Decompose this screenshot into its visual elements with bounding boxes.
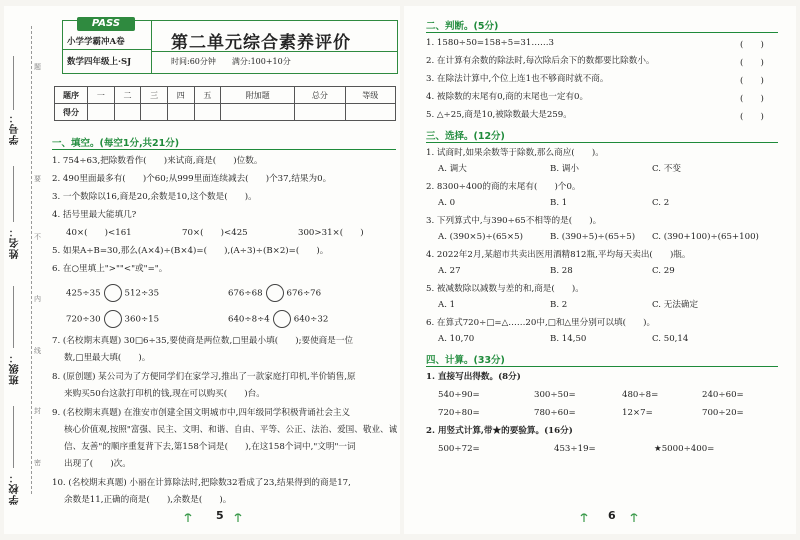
class-line: [13, 286, 14, 348]
choice-option[interactable]: B. 1: [550, 198, 568, 208]
score-cell[interactable]: [141, 104, 168, 121]
choice-question: 6. 在算式720÷□=△……20中,□和△里分别可以填( )。: [426, 318, 656, 328]
seal-char: 题: [34, 63, 41, 71]
table-cell: 附加题: [221, 87, 295, 104]
score-cell[interactable]: [295, 104, 345, 121]
choice-option[interactable]: B. 14,50: [550, 334, 587, 344]
calc-subtitle: 1. 直接写出得数。(8分): [426, 372, 521, 382]
answer-circle[interactable]: [104, 284, 122, 302]
student-id-label: 学号：: [10, 112, 21, 145]
compare-left: 676÷68: [228, 288, 263, 299]
page-number: 5: [216, 509, 224, 522]
choice-option[interactable]: B. 28: [550, 266, 573, 276]
question-2: 2. 490里面最多有( )个60;从999里面连续减去( )个37,结果为0。: [52, 174, 332, 184]
calc-subtitle: 2. 用竖式计算,带★的要验算。(16分): [426, 426, 573, 436]
section-title-judge: 二、判断。(5分): [426, 21, 499, 32]
score-cell[interactable]: [167, 104, 194, 121]
table-cell: 总分: [295, 87, 345, 104]
seal-char: 密: [34, 459, 41, 467]
calc-item: 540÷90=: [438, 390, 480, 400]
table-cell: 二: [114, 87, 141, 104]
score-cell[interactable]: [114, 104, 141, 121]
seal-char: 内: [34, 295, 41, 303]
choice-question: 2. 8300÷400的商的末尾有( )个0。: [426, 182, 581, 192]
question-10: 10. (名校期末真题) 小丽在计算除法时,把除数32看成了23,结果得到的商是17,: [52, 478, 351, 488]
binding-strip: [4, 6, 40, 534]
judge-answer[interactable]: ( ): [740, 76, 764, 86]
table-cell: 三: [141, 87, 168, 104]
compare-item: [66, 310, 159, 328]
seal-char: 封: [34, 407, 41, 415]
judge-answer[interactable]: ( ): [740, 112, 764, 122]
question-6: 6. 在○里填上">""<"或"="。: [52, 264, 168, 274]
calc-item: 480÷8=: [622, 390, 659, 400]
table-cell: 五: [194, 87, 221, 104]
judge-item: 1. 1580÷50=158÷5=31……3: [426, 38, 554, 48]
score-cell[interactable]: [88, 104, 115, 121]
choice-question: 1. 试商时,如果余数等于除数,那么商应( )。: [426, 148, 604, 158]
choice-option[interactable]: A. (390×5)÷(65×5): [438, 232, 523, 242]
section-title-calc: 四、计算。(33分): [426, 355, 505, 366]
judge-answer[interactable]: ( ): [740, 94, 764, 104]
judge-answer[interactable]: ( ): [740, 58, 764, 68]
choice-option[interactable]: A. 10,70: [438, 334, 475, 344]
exam-meta: 时间:60分钟 满分:100+10分: [171, 57, 291, 66]
compare-right: 512÷35: [124, 288, 160, 299]
exam-header: [62, 20, 398, 74]
question-8-cont: 来购买50台这款打印机的钱,现在可以购买( )台。: [64, 389, 265, 399]
compare-item: [66, 284, 159, 302]
table-cell: 四: [167, 87, 194, 104]
compare-item: [228, 310, 328, 328]
student-id-line: [13, 56, 14, 110]
divider: [52, 149, 396, 150]
grade-label: 数学四年级上·SJ: [67, 57, 132, 67]
choice-option[interactable]: C. 不变: [652, 164, 681, 174]
choice-question: 3. 下列算式中,与390÷65不相等的是( )。: [426, 216, 602, 226]
score-table: [54, 86, 396, 121]
table-cell: 得分: [55, 104, 88, 121]
seal-char: 线: [34, 347, 41, 355]
question-8: 8. (原创题) 某公司为了方便同学们在家学习,推出了一款家庭打印机,半价销售,原: [52, 372, 356, 382]
question-9-cont: 出现了( )次。: [64, 459, 131, 469]
calc-item: 700÷20=: [702, 408, 744, 418]
choice-question: 4. 2022年2月,某超市共卖出医用酒精812瓶,平均每天卖出( )瓶。: [426, 250, 691, 260]
brand-box: [63, 18, 152, 73]
class-label: 班级：: [10, 352, 21, 385]
table-row: [55, 87, 396, 104]
question-7: 7. (名校期末真题) 30□6÷35,要使商是两位数,□里最小填( );要使商是一位: [52, 336, 354, 346]
score-cell[interactable]: [194, 104, 221, 121]
pass-logo: PASS: [77, 17, 135, 31]
judge-item: 4. 被除数的末尾有0,商的末尾也一定有0。: [426, 92, 589, 102]
seal-char: 不: [34, 233, 41, 241]
calc-item: 453÷19=: [554, 444, 596, 454]
compare-item: [228, 284, 321, 302]
compare-left: 425÷35: [66, 288, 101, 299]
series-name: 小学学霸冲A卷: [67, 37, 125, 47]
divider: [152, 51, 397, 52]
divider: [426, 366, 778, 367]
choice-option[interactable]: A. 1: [438, 300, 456, 310]
answer-circle[interactable]: [273, 310, 291, 328]
question-9-cont: 信、友善"的顺序重复背下去,第158个词是( ),在这158个词中,"文明"一词: [64, 442, 356, 452]
left-page: [4, 6, 400, 534]
answer-circle[interactable]: [266, 284, 284, 302]
score-cell[interactable]: [345, 104, 395, 121]
cut-line: [31, 26, 32, 494]
question-4-item: 300>31×( ): [298, 228, 364, 238]
section-title-choice: 三、选择。(12分): [426, 131, 505, 142]
question-7-cont: 数,□里最大填( )。: [64, 353, 151, 363]
exam-title: 第二单元综合素养评价: [171, 33, 351, 53]
calc-item: 12×7=: [622, 408, 653, 418]
school-label: 学校：: [10, 472, 21, 505]
question-1: 1. 754÷63,把除数看作( )来试商,商是( )位数。: [52, 156, 263, 166]
section-title-fill: 一、填空。(每空1分,共21分): [52, 138, 180, 149]
judge-item: 5. △÷25,商是10,被除数最大是259。: [426, 110, 572, 120]
choice-question: 5. 被减数除以减数与差的和,商是( )。: [426, 284, 584, 294]
calc-item: 780÷60=: [534, 408, 576, 418]
table-cell: 题序: [55, 87, 88, 104]
page-number: 6: [608, 509, 616, 522]
choice-option[interactable]: C. 无法确定: [652, 300, 699, 310]
compare-left: 640÷8÷4: [228, 314, 270, 325]
name-label: 姓名：: [10, 226, 21, 259]
score-cell[interactable]: [221, 104, 295, 121]
calc-item: ★5000÷400=: [654, 444, 715, 454]
choice-option[interactable]: C. 2: [652, 198, 670, 208]
table-cell: 一: [88, 87, 115, 104]
choice-option[interactable]: B. 2: [550, 300, 568, 310]
question-9: 9. (名校期末真题) 在淮安市创建全国文明城市中,四年级同学积极背诵社会主义: [52, 408, 351, 418]
right-page: [404, 6, 796, 534]
divider: [426, 142, 778, 143]
seal-char: 要: [34, 175, 41, 183]
judge-item: 2. 在计算有余数的除法时,每次除后余下的数都要比除数小。: [426, 56, 655, 66]
question-4-item: 70×( )<425: [182, 228, 248, 238]
judge-answer[interactable]: ( ): [740, 40, 764, 50]
divider: [426, 32, 778, 33]
compare-right: 676÷76: [286, 288, 322, 299]
choice-option[interactable]: C. 29: [652, 266, 675, 276]
compare-left: 720÷30: [66, 314, 101, 325]
question-9-cont: 核心价值观,按照"富强、民主、文明、和谐、自由、平等、公正、法治、爱国、敬业、诚: [64, 425, 398, 435]
choice-option[interactable]: C. (390+100)÷(65+100): [652, 232, 759, 242]
compare-right: 640÷32: [293, 314, 329, 325]
divider: [63, 49, 151, 50]
calc-item: 300÷50=: [534, 390, 576, 400]
school-line: [13, 406, 14, 468]
judge-item: 3. 在除法计算中,个位上连1也不够商时就不商。: [426, 74, 609, 84]
question-4-item: 40×( )<161: [66, 228, 132, 238]
question-10-cont: 余数是11,正确的商是( ),余数是( )。: [64, 495, 232, 505]
choice-option[interactable]: A. 调大: [438, 164, 467, 174]
choice-option[interactable]: B. 调小: [550, 164, 579, 174]
calc-item: 500÷72=: [438, 444, 480, 454]
question-4: 4. 括号里最大能填几?: [52, 210, 137, 220]
table-row: [55, 104, 396, 121]
name-line: [13, 166, 14, 222]
calc-item: 240÷60=: [702, 390, 744, 400]
compare-right: 360÷15: [124, 314, 160, 325]
answer-circle[interactable]: [104, 310, 122, 328]
choice-option[interactable]: A. 27: [438, 266, 461, 276]
question-5: 5. 如果A÷B=30,那么(A×4)÷(B×4)=( ),(A÷3)÷(B×2)=( )。: [52, 246, 329, 256]
calc-item: 720÷80=: [438, 408, 480, 418]
table-cell: 等级: [345, 87, 395, 104]
choice-option[interactable]: A. 0: [438, 198, 456, 208]
question-3: 3. 一个数除以16,商是20,余数是10,这个数是( )。: [52, 192, 257, 202]
choice-option[interactable]: B. (390÷5)÷(65÷5): [550, 232, 636, 242]
choice-option[interactable]: C. 50,14: [652, 334, 689, 344]
